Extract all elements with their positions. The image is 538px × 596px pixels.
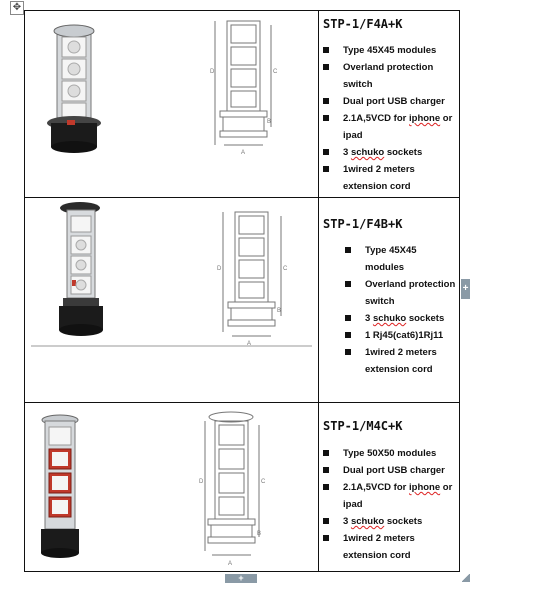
feature-item: Type 45X45 modules	[321, 42, 457, 59]
product-images-cell	[25, 403, 319, 571]
table-row	[25, 11, 459, 198]
product-photo	[59, 202, 103, 336]
product-table	[24, 10, 460, 572]
feature-item: 1 Rj45(cat6)1Rj11	[343, 327, 457, 344]
feature-list	[343, 242, 457, 378]
feature-item: Dual port USB charger	[321, 93, 457, 110]
product-info-cell	[319, 198, 459, 402]
product-photo-and-drawing	[25, 11, 318, 197]
product-title: STP-1/M4C+K	[323, 419, 403, 433]
dim-label-c: C	[273, 69, 278, 75]
table-resize-handle[interactable]	[462, 574, 470, 582]
feature-item: Overland protection switch	[321, 59, 457, 93]
dim-label-c: C	[261, 479, 266, 485]
dim-label-a: A	[247, 341, 252, 347]
feature-list	[321, 42, 457, 195]
product-photo-and-drawing	[25, 403, 318, 571]
dim-label-d: D	[199, 479, 204, 485]
technical-drawing	[205, 412, 262, 555]
feature-item: Overland protection switch	[343, 276, 457, 310]
dim-label-b: B	[267, 119, 272, 125]
feature-item: 1wired 2 meters extension cord	[321, 530, 457, 564]
table-move-handle[interactable]: ✥	[10, 1, 24, 15]
technical-drawing	[223, 212, 281, 336]
feature-item: 2.1A,5VCD for iphone or ipad	[321, 479, 457, 513]
product-info-cell	[319, 11, 459, 197]
feature-item: Type 45X45 modules	[343, 242, 457, 276]
feature-item: 2.1A,5VCD for iphone or ipad	[321, 110, 457, 144]
dim-label-b: B	[277, 308, 282, 314]
add-column-handle[interactable]: +	[461, 279, 470, 299]
product-title: STP-1/F4B+K	[323, 217, 403, 231]
feature-item: Type 50X50 modules	[321, 445, 457, 462]
dim-label-b: B	[257, 531, 262, 537]
feature-item: 1wired 2 meters extension cord	[343, 344, 457, 378]
product-title: STP-1/F4A+K	[323, 17, 403, 31]
dim-label-d: D	[217, 266, 222, 272]
product-photo	[41, 415, 79, 558]
feature-item: 3 schuko sockets	[321, 513, 457, 530]
feature-item: 3 schuko sockets	[343, 310, 457, 327]
feature-list	[321, 445, 457, 564]
add-row-handle[interactable]: +	[225, 574, 257, 583]
feature-item: 3 schuko sockets	[321, 144, 457, 161]
product-photo	[47, 25, 101, 153]
dim-label-a: A	[241, 150, 246, 156]
technical-drawing	[215, 21, 271, 145]
product-photo-and-drawing	[25, 198, 318, 402]
feature-item: Dual port USB charger	[321, 462, 457, 479]
table-row	[25, 403, 459, 571]
product-info-cell	[319, 403, 459, 571]
table-row	[25, 198, 459, 403]
dim-label-d: D	[210, 69, 215, 75]
feature-item: 1wired 2 meters extension cord	[321, 161, 457, 195]
dim-label-a: A	[228, 561, 233, 567]
dim-label-c: C	[283, 266, 288, 272]
product-images-cell	[25, 11, 319, 197]
product-images-cell	[25, 198, 319, 402]
